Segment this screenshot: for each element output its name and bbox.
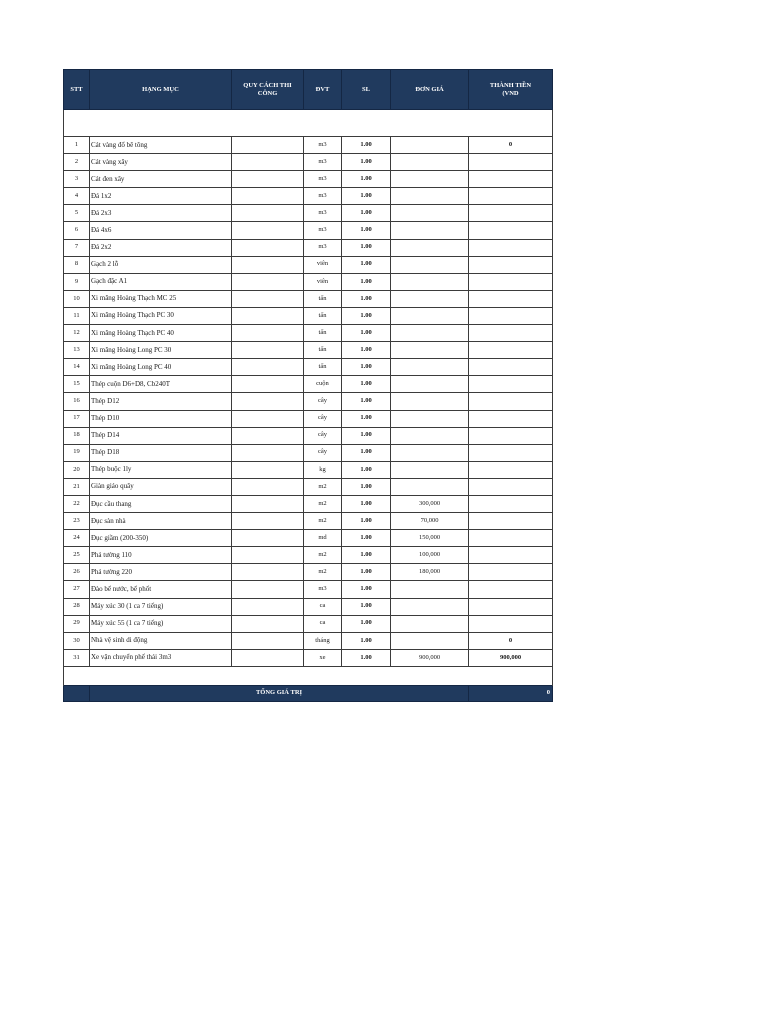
table-row [64,444,553,461]
cell-spec [232,427,304,444]
cell-unit-price [391,359,469,376]
cell-spec [232,410,304,427]
header-spec-line1: QUY CÁCH THI [243,81,292,89]
cell-item-name: Thép D12 [90,393,232,410]
table-row [64,513,553,530]
cell-total [469,444,553,461]
cell-total [469,393,553,410]
cell-unit: m2 [304,564,342,581]
table-row [64,564,553,581]
grand-total-row [64,685,553,701]
table-row [64,530,553,547]
cell-unit-price [391,256,469,273]
cell-unit: m3 [304,205,342,222]
cell-total [469,615,553,632]
header-total [469,70,553,110]
cell-stt: 17 [64,410,90,427]
header-total-line1: THÀNH TIỀN [489,81,532,89]
cell-unit: cây [304,410,342,427]
table-row [64,495,553,512]
cell-stt: 15 [64,376,90,393]
cell-total [469,154,553,171]
cell-spec [232,342,304,359]
cell-item-name: Phá tường 220 [90,564,232,581]
cell-stt: 10 [64,290,90,307]
cell-unit-price [391,393,469,410]
cell-unit-price [391,222,469,239]
cell-stt: 19 [64,444,90,461]
table-row [64,547,553,564]
cell-total [469,427,553,444]
cell-item-name: Thép buộc 1ly [90,461,232,478]
cell-item-name: Đá 2x2 [90,239,232,256]
cell-unit: cây [304,427,342,444]
cell-stt: 27 [64,581,90,598]
spacer-top-section [64,110,553,137]
cell-total [469,290,553,307]
cell-unit: m2 [304,478,342,495]
cell-spec [232,239,304,256]
cell-stt: 6 [64,222,90,239]
cell-stt: 20 [64,461,90,478]
cell-quantity: 1.00 [342,325,391,342]
cell-item-name: Gạch 2 lỗ [90,256,232,273]
cell-stt: 4 [64,188,90,205]
cell-stt: 5 [64,205,90,222]
cell-stt: 25 [64,547,90,564]
header-spec-line2: CÔNG [257,89,278,97]
cell-item-name: Giàn giáo quây [90,478,232,495]
cell-total [469,495,553,512]
cell-stt: 8 [64,256,90,273]
cell-spec [232,478,304,495]
cell-unit-price [391,615,469,632]
cell-unit-price: 100,000 [391,547,469,564]
cell-unit-price [391,632,469,649]
cell-unit-price: 300,000 [391,495,469,512]
cell-item-name: Đào bể nước, bể phốt [90,581,232,598]
cell-item-name: Đá 2x3 [90,205,232,222]
cell-item-name: Xi măng Hoàng Long PC 40 [90,359,232,376]
cell-quantity: 1.00 [342,342,391,359]
header-quantity: SL [342,70,391,110]
cell-total [469,256,553,273]
cell-spec [232,444,304,461]
cell-stt: 29 [64,615,90,632]
cell-spec [232,290,304,307]
cell-stt: 12 [64,325,90,342]
cell-unit: viên [304,273,342,290]
cell-spec [232,137,304,154]
cell-unit: tấn [304,290,342,307]
table-row [64,137,553,154]
cell-unit-price [391,581,469,598]
cell-item-name: Thép D14 [90,427,232,444]
cell-item-name: Máy xúc 55 (1 ca 7 tiếng) [90,615,232,632]
table-row [64,307,553,324]
cell-unit: m3 [304,188,342,205]
cell-stt: 16 [64,393,90,410]
cell-unit-price [391,188,469,205]
cell-item-name: Phá tường 110 [90,547,232,564]
cell-item-name: Thép cuộn D6+D8, Cb240T [90,376,232,393]
cell-unit: m3 [304,222,342,239]
cell-spec [232,256,304,273]
cell-quantity: 1.00 [342,547,391,564]
cell-unit: m2 [304,513,342,530]
table-row [64,461,553,478]
cell-unit: ca [304,598,342,615]
cell-unit-price [391,154,469,171]
cell-quantity: 1.00 [342,427,391,444]
cell-unit-price [391,325,469,342]
cell-quantity: 1.00 [342,632,391,649]
cell-item-name: Cát vàng xây [90,154,232,171]
cell-total [469,239,553,256]
cell-unit-price [391,171,469,188]
spacer-cell [64,110,553,137]
cell-stt: 21 [64,478,90,495]
cell-quantity: 1.00 [342,256,391,273]
header-total-line2: (VND [502,89,519,97]
cell-quantity: 1.00 [342,581,391,598]
cell-stt: 30 [64,632,90,649]
cell-spec [232,564,304,581]
item-rows [64,137,553,667]
cell-quantity: 1.00 [342,273,391,290]
table-row [64,290,553,307]
cell-stt: 28 [64,598,90,615]
cell-unit-price [391,461,469,478]
cell-total [469,171,553,188]
cost-estimate-table [63,69,553,702]
cell-total [469,205,553,222]
cell-stt: 22 [64,495,90,512]
cell-quantity: 1.00 [342,615,391,632]
cell-unit: m3 [304,239,342,256]
cell-total [469,273,553,290]
cell-item-name: Gạch đặc A1 [90,273,232,290]
cell-unit: tháng [304,632,342,649]
cell-item-name: Xi măng Hoàng Thạch MC 25 [90,290,232,307]
cell-stt: 18 [64,427,90,444]
cell-quantity: 1.00 [342,410,391,427]
cell-total [469,222,553,239]
cell-unit: m3 [304,137,342,154]
cell-stt: 1 [64,137,90,154]
cell-stt: 14 [64,359,90,376]
spacer-bottom-section [64,666,553,685]
cell-spec [232,632,304,649]
cell-spec [232,393,304,410]
table-row [64,325,553,342]
cell-unit: tấn [304,325,342,342]
cell-unit: tấn [304,342,342,359]
cell-item-name: Đục cầu thang [90,495,232,512]
table-row [64,410,553,427]
cell-unit: m2 [304,547,342,564]
table-row [64,171,553,188]
cell-item-name: Nhà vệ sinh di động [90,632,232,649]
cell-item-name: Cát đen xây [90,171,232,188]
cell-quantity: 1.00 [342,137,391,154]
grand-total-stt-cell [64,685,90,701]
cell-unit: tấn [304,307,342,324]
cell-spec [232,325,304,342]
cell-quantity: 1.00 [342,222,391,239]
cell-quantity: 1.00 [342,290,391,307]
cell-spec [232,598,304,615]
cell-quantity: 1.00 [342,171,391,188]
cell-quantity: 1.00 [342,188,391,205]
cell-quantity: 1.00 [342,649,391,666]
grand-total-label: TỔNG GIÁ TRỊ [90,685,469,701]
cell-total [469,188,553,205]
cell-total: 0 [469,632,553,649]
cell-unit-price [391,410,469,427]
cell-spec [232,205,304,222]
cell-unit-price [391,307,469,324]
cell-stt: 31 [64,649,90,666]
cell-item-name: Xe vận chuyển phế thải 3m3 [90,649,232,666]
cell-unit: ca [304,615,342,632]
cell-unit-price [391,478,469,495]
cell-total [469,461,553,478]
cell-spec [232,615,304,632]
cell-unit: xe [304,649,342,666]
cell-spec [232,530,304,547]
cell-unit-price [391,598,469,615]
table-row [64,222,553,239]
cell-quantity: 1.00 [342,564,391,581]
cell-stt: 13 [64,342,90,359]
cell-quantity: 1.00 [342,154,391,171]
cell-unit-price: 180,000 [391,564,469,581]
cell-total [469,410,553,427]
cell-unit-price [391,376,469,393]
grand-total-value: 0 [469,685,553,701]
cell-stt: 23 [64,513,90,530]
cell-spec [232,171,304,188]
cell-item-name: Xi măng Hoàng Thạch PC 40 [90,325,232,342]
cell-stt: 3 [64,171,90,188]
table-row [64,632,553,649]
cell-total [469,307,553,324]
cell-unit: m3 [304,154,342,171]
cell-quantity: 1.00 [342,530,391,547]
cell-total: 900,000 [469,649,553,666]
cell-total [469,581,553,598]
cell-item-name: Đá 1x2 [90,188,232,205]
cell-item-name: Thép D10 [90,410,232,427]
table-row [64,615,553,632]
table-row [64,478,553,495]
cell-unit-price [391,444,469,461]
table-row [64,598,553,615]
cell-spec [232,513,304,530]
table-row [64,342,553,359]
cell-unit: cuộn [304,376,342,393]
spacer-cell [64,666,553,685]
cell-quantity: 1.00 [342,461,391,478]
cell-quantity: 1.00 [342,393,391,410]
cell-spec [232,188,304,205]
header-spec [232,70,304,110]
cell-quantity: 1.00 [342,513,391,530]
cell-stt: 26 [64,564,90,581]
cell-item-name: Đục sàn nhà [90,513,232,530]
cell-spec [232,359,304,376]
cell-unit: md [304,530,342,547]
cell-quantity: 1.00 [342,478,391,495]
table-row [64,359,553,376]
table-row [64,649,553,666]
cell-total [469,478,553,495]
cell-total [469,342,553,359]
cell-item-name: Cát vàng đổ bê tông [90,137,232,154]
cell-unit: viên [304,256,342,273]
cell-spec [232,461,304,478]
cell-quantity: 1.00 [342,359,391,376]
cell-unit-price [391,239,469,256]
cell-stt: 11 [64,307,90,324]
cell-total [469,513,553,530]
cell-unit: cây [304,444,342,461]
cell-total [469,376,553,393]
cell-unit-price: 150,000 [391,530,469,547]
header-item: HẠNG MỤC [90,70,232,110]
cell-spec [232,649,304,666]
header-unit-price: ĐƠN GIÁ [391,70,469,110]
cell-unit-price [391,427,469,444]
cell-unit-price [391,290,469,307]
cell-spec [232,273,304,290]
header-row [64,70,553,110]
cell-stt: 2 [64,154,90,171]
cell-spec [232,154,304,171]
table-row [64,154,553,171]
cell-quantity: 1.00 [342,239,391,256]
spacer-row [64,110,553,137]
cell-unit-price [391,205,469,222]
table-row [64,393,553,410]
table-row [64,273,553,290]
table-row [64,239,553,256]
cell-unit: kg [304,461,342,478]
table-row [64,188,553,205]
cell-unit: m2 [304,495,342,512]
cell-total [469,359,553,376]
cell-total: 0 [469,137,553,154]
cell-unit: m3 [304,581,342,598]
header-unit: ĐVT [304,70,342,110]
cell-quantity: 1.00 [342,376,391,393]
cell-quantity: 1.00 [342,205,391,222]
cell-total [469,564,553,581]
cell-unit-price [391,342,469,359]
cell-unit: cây [304,393,342,410]
cell-total [469,530,553,547]
table-row [64,376,553,393]
cell-total [469,547,553,564]
cell-quantity: 1.00 [342,444,391,461]
cell-spec [232,495,304,512]
cell-stt: 24 [64,530,90,547]
cell-spec [232,376,304,393]
cell-item-name: Máy xúc 30 (1 ca 7 tiếng) [90,598,232,615]
cell-unit-price [391,273,469,290]
cell-item-name: Đục giầm (200-350) [90,530,232,547]
cell-quantity: 1.00 [342,598,391,615]
header-stt: STT [64,70,90,110]
cell-item-name: Thép D18 [90,444,232,461]
table-row [64,581,553,598]
cell-item-name: Xi măng Hoàng Long PC 30 [90,342,232,359]
cell-total [469,325,553,342]
table-row [64,256,553,273]
cell-spec [232,581,304,598]
cell-stt: 9 [64,273,90,290]
table-row [64,205,553,222]
cell-total [469,598,553,615]
cell-unit-price [391,137,469,154]
cell-item-name: Xi măng Hoàng Thạch PC 30 [90,307,232,324]
cell-unit: m3 [304,171,342,188]
cell-unit: tấn [304,359,342,376]
cell-unit-price: 900,000 [391,649,469,666]
cell-spec [232,307,304,324]
cell-stt: 7 [64,239,90,256]
cell-item-name: Đá 4x6 [90,222,232,239]
cell-spec [232,547,304,564]
spacer-row [64,666,553,685]
cell-unit-price: 70,000 [391,513,469,530]
table-row [64,427,553,444]
cell-quantity: 1.00 [342,495,391,512]
cell-spec [232,222,304,239]
cell-quantity: 1.00 [342,307,391,324]
